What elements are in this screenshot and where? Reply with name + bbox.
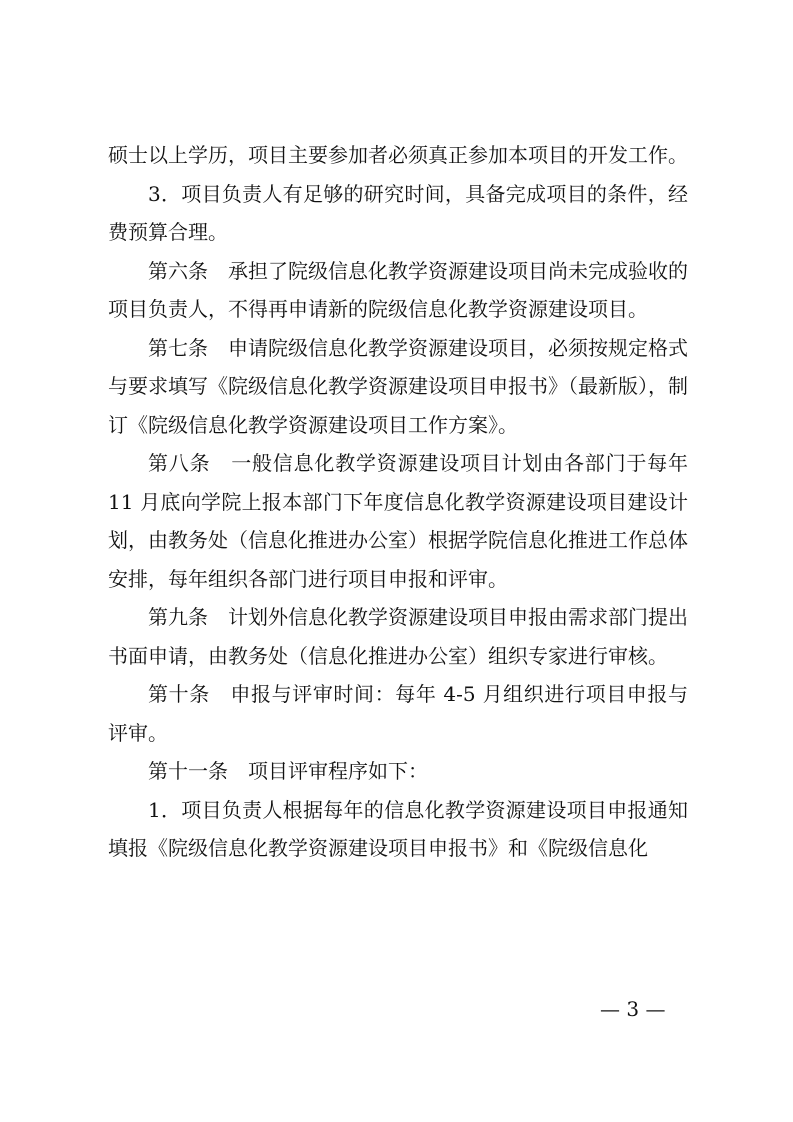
article-9-paragraph: 第九条 计划外信息化教学资源建设项目申报由需求部门提出书面申请，由教务处（信息化推进办公室）组织专家进行审核。 [108, 605, 688, 668]
document-body [108, 136, 695, 868]
paragraph-2: 3．项目负责人有足够的研究时间，具备完成项目的条件，经费预算合理。 [108, 181, 688, 244]
paragraph-1: 硕士以上学历，项目主要参加者必须真正参加本项目的开发工作。 [108, 143, 688, 167]
procedure-step-1-paragraph: 1．项目负责人根据每年的信息化教学资源建设项目申报通知填报《院级信息化教学资源建设项目申报书》和《院级信息化 [108, 797, 688, 860]
article-8-paragraph: 第八条 一般信息化教学资源建设项目计划由各部门于每年 11 月底向学院上报本部门下年度信息化教学资源建设项目建设计划，由教务处（信息化推进办公室）根据学院信息化推进工作总体安排，每年组织各部门进行项目申报和评审。 [108, 451, 695, 591]
article-11-paragraph: 第十一条 项目评审程序如下： [148, 759, 428, 783]
article-6-paragraph: 第六条 承担了院级信息化教学资源建设项目尚未完成验收的项目负责人，不得再申请新的院级信息化教学资源建设项目。 [108, 258, 688, 321]
page-number: — 3 — [600, 997, 666, 1021]
article-7-paragraph: 第七条 申请院级信息化教学资源建设项目，必须按规定格式与要求填写《院级信息化教学资源建设项目申报书》（最新版），制订《院级信息化教学资源建设项目工作方案》。 [108, 335, 688, 437]
article-10-paragraph: 第十条 申报与评审时间：每年 4-5 月组织进行项目申报与评审。 [108, 682, 688, 745]
